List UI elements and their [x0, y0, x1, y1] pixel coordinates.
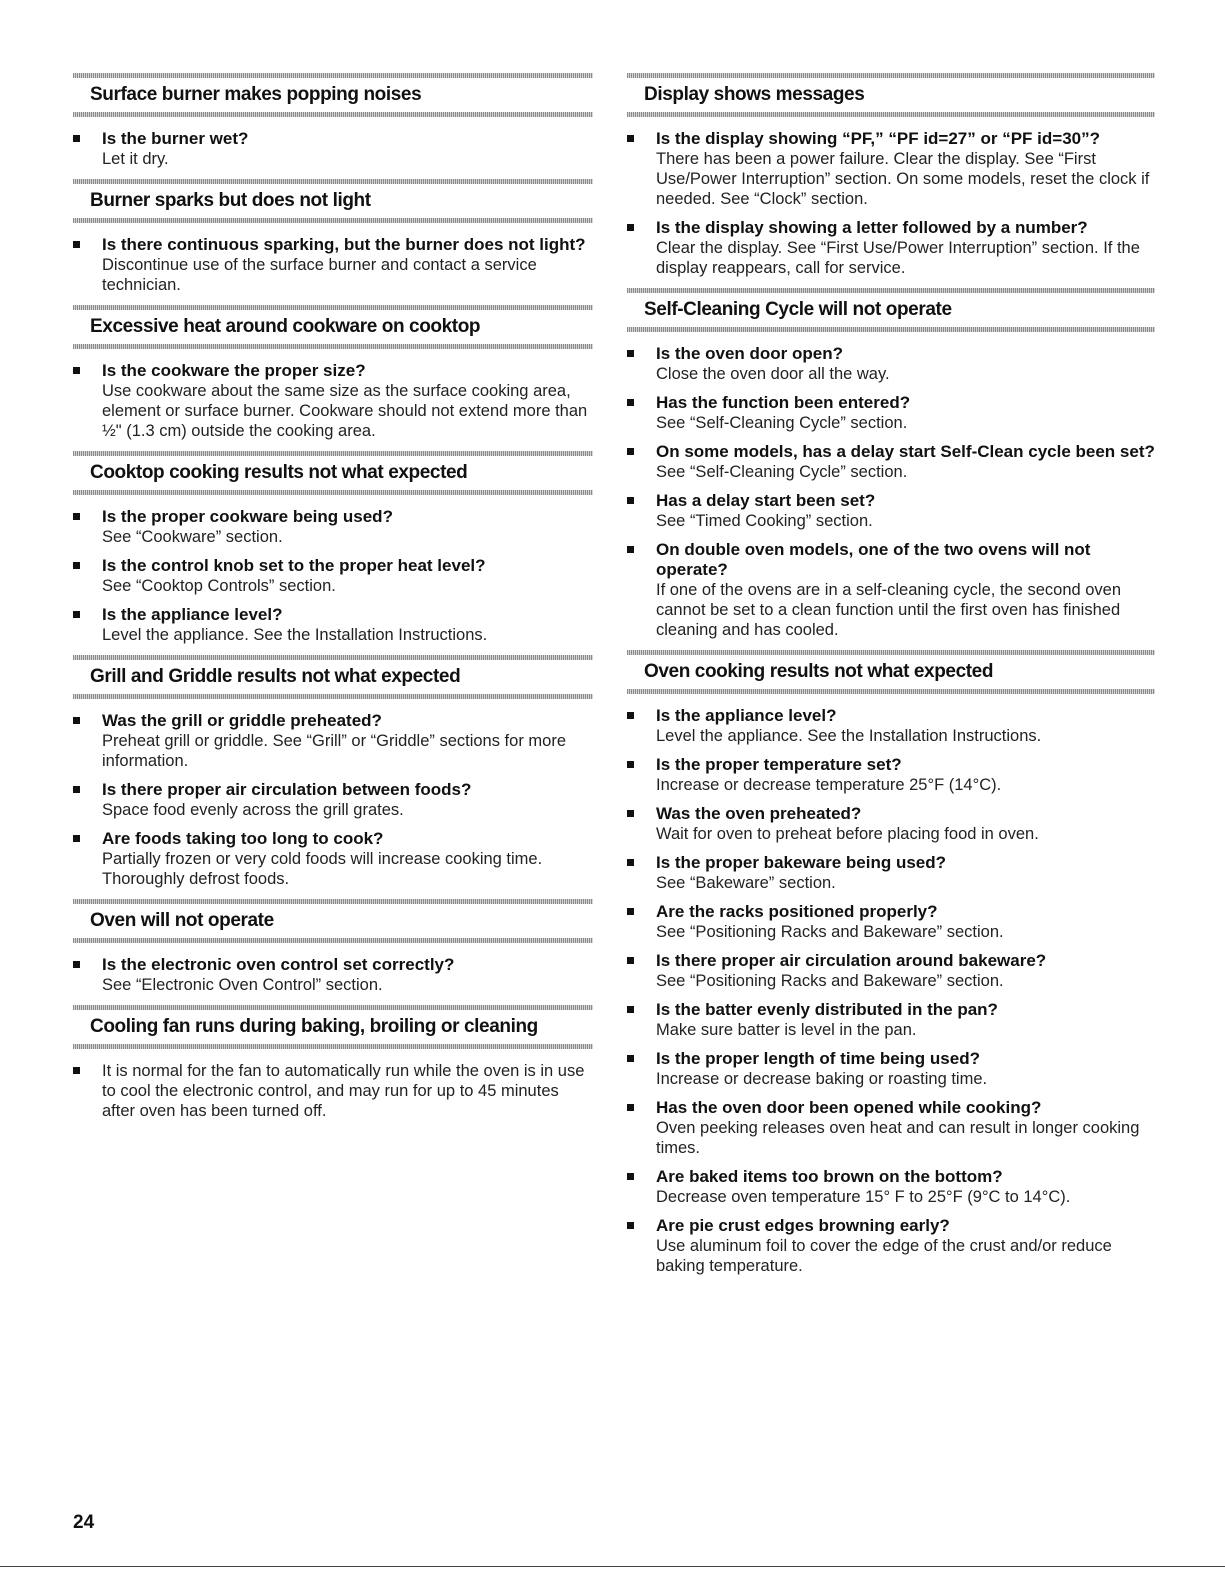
answer-text: Space food evenly across the grill grates. — [102, 801, 404, 819]
answer-text: Level the appliance. See the Installation Instructions. — [656, 727, 1042, 745]
square-bullet-icon — [627, 859, 634, 866]
section-header — [73, 179, 593, 223]
question-text: Has a delay start been set? — [656, 491, 876, 510]
question-item — [627, 218, 1155, 278]
question-list — [73, 495, 593, 645]
question-text: Was the grill or griddle preheated? — [102, 711, 382, 730]
answer-text: See “Timed Cooking” section. — [656, 512, 873, 530]
section-title: Display shows messages — [644, 84, 865, 105]
item-text: It is normal for the fan to automatically run while the oven is in use to cool the electronic control, and may run for up to 45 minutes after oven has been turned off. — [102, 1062, 585, 1120]
question-item — [73, 129, 593, 169]
section-title: Cooktop cooking results not what expected — [90, 462, 468, 483]
answer-text: Let it dry. — [102, 150, 169, 168]
question-item — [627, 442, 1155, 482]
question-text: Is the oven door open? — [656, 344, 844, 363]
square-bullet-icon — [627, 1222, 634, 1229]
page-number: 24 — [73, 1512, 95, 1533]
troubleshooting-section — [73, 899, 593, 995]
question-item — [73, 955, 593, 995]
square-bullet-icon — [627, 448, 634, 455]
question-list — [73, 1049, 593, 1121]
answer-text: Close the oven door all the way. — [656, 365, 890, 383]
square-bullet-icon — [627, 350, 634, 357]
section-title: Grill and Griddle results not what expected — [90, 666, 461, 687]
troubleshooting-section — [73, 179, 593, 295]
question-text: Has the function been entered? — [656, 393, 911, 412]
header-rule-bottom — [627, 689, 1155, 694]
question-text: Is the appliance level? — [656, 706, 837, 725]
answer-text: Use cookware about the same size as the surface cooking area, element or surface burner. Cookware should not extend more than ½" (1.3 cm) outside the cooking area. — [102, 382, 588, 440]
square-bullet-icon — [627, 1055, 634, 1062]
answer-text: Increase or decrease baking or roasting time. — [656, 1070, 988, 1088]
question-text: Is the display showing “PF,” “PF id=27” or “PF id=30”? — [656, 129, 1100, 148]
square-bullet-icon — [627, 497, 634, 504]
question-item — [627, 393, 1155, 433]
question-item — [73, 361, 593, 441]
section-header — [73, 899, 593, 943]
question-item — [73, 711, 593, 771]
question-text: Is there proper air circulation between foods? — [102, 780, 472, 799]
header-rule-bottom — [627, 112, 1155, 117]
answer-text: See “Positioning Racks and Bakeware” section. — [656, 923, 1004, 941]
question-text: Is the proper length of time being used? — [656, 1049, 980, 1068]
square-bullet-icon — [73, 611, 80, 618]
answer-text: Discontinue use of the surface burner and contact a service technician. — [102, 256, 537, 294]
answer-text: Level the appliance. See the Installation Instructions. — [102, 626, 488, 644]
question-item — [627, 755, 1155, 795]
question-text: Is the proper cookware being used? — [102, 507, 393, 526]
question-item — [73, 507, 593, 547]
square-bullet-icon — [627, 1006, 634, 1013]
question-item — [627, 540, 1155, 640]
question-item — [627, 951, 1155, 991]
header-rule-bottom — [73, 344, 593, 349]
question-text: Is the cookware the proper size? — [102, 361, 366, 380]
answer-text: See “Positioning Racks and Bakeware” section. — [656, 972, 1004, 990]
header-rule-bottom — [73, 112, 593, 117]
section-header — [73, 451, 593, 495]
answer-text: See “Cooktop Controls” section. — [102, 577, 336, 595]
question-item — [627, 1098, 1155, 1158]
section-header — [73, 305, 593, 349]
troubleshooting-section — [73, 1005, 593, 1121]
answer-text: Clear the display. See “First Use/Power Interruption” section. If the display reappears, call for service. — [656, 239, 1140, 277]
question-list — [627, 117, 1155, 278]
answer-text: Preheat grill or griddle. See “Grill” or “Griddle” sections for more information. — [102, 732, 566, 770]
section-header — [627, 650, 1155, 694]
square-bullet-icon — [627, 1173, 634, 1180]
question-item — [627, 902, 1155, 942]
section-title: Cooling fan runs during baking, broiling or cleaning — [90, 1016, 538, 1037]
question-item — [627, 706, 1155, 746]
question-text: Was the oven preheated? — [656, 804, 862, 823]
answer-text: Decrease oven temperature 15° F to 25°F (9°C to 14°C). — [656, 1188, 1071, 1206]
square-bullet-icon — [627, 399, 634, 406]
question-item — [627, 1167, 1155, 1207]
question-item — [627, 804, 1155, 844]
question-item — [627, 1049, 1155, 1089]
square-bullet-icon — [73, 717, 80, 724]
question-text: Are pie crust edges browning early? — [656, 1216, 950, 1235]
question-text: On some models, has a delay start Self-Clean cycle been set? — [656, 442, 1155, 461]
section-title: Self-Cleaning Cycle will not operate — [644, 299, 952, 320]
section-header — [73, 73, 593, 117]
answer-text: Make sure batter is level in the pan. — [656, 1021, 917, 1039]
square-bullet-icon — [627, 810, 634, 817]
question-item — [627, 129, 1155, 209]
square-bullet-icon — [73, 513, 80, 520]
section-header — [73, 655, 593, 699]
troubleshooting-section — [73, 655, 593, 889]
section-title: Oven cooking results not what expected — [644, 661, 994, 682]
square-bullet-icon — [73, 562, 80, 569]
square-bullet-icon — [73, 786, 80, 793]
header-rule-bottom — [73, 938, 593, 943]
question-text: Is the proper temperature set? — [656, 755, 902, 774]
question-item — [627, 1216, 1155, 1276]
answer-text: Increase or decrease temperature 25°F (14°C). — [656, 776, 1002, 794]
answer-text: See “Self-Cleaning Cycle” section. — [656, 414, 908, 432]
troubleshooting-section — [627, 288, 1155, 640]
question-item — [73, 605, 593, 645]
question-item — [627, 344, 1155, 384]
square-bullet-icon — [627, 712, 634, 719]
answer-text: Use aluminum foil to cover the edge of the crust and/or reduce baking temperature. — [656, 1237, 1112, 1275]
section-title: Burner sparks but does not light — [90, 190, 371, 211]
question-text: Is there proper air circulation around bakeware? — [656, 951, 1047, 970]
left-column — [73, 73, 593, 1131]
square-bullet-icon — [73, 835, 80, 842]
troubleshooting-section — [73, 73, 593, 169]
question-list — [627, 332, 1155, 640]
question-item — [627, 491, 1155, 531]
section-header — [627, 73, 1155, 117]
question-text: Is the display showing a letter followed by a number? — [656, 218, 1088, 237]
question-list — [73, 943, 593, 995]
troubleshooting-section — [73, 305, 593, 441]
square-bullet-icon — [73, 961, 80, 968]
troubleshooting-section — [73, 451, 593, 645]
answer-text: See “Bakeware” section. — [656, 874, 836, 892]
question-item — [73, 1061, 593, 1121]
section-title: Surface burner makes popping noises — [90, 84, 422, 105]
question-item — [627, 853, 1155, 893]
answer-text: Oven peeking releases oven heat and can result in longer cooking times. — [656, 1119, 1140, 1157]
section-header — [627, 288, 1155, 332]
square-bullet-icon — [73, 1067, 80, 1074]
question-item — [73, 780, 593, 820]
question-list — [73, 349, 593, 441]
header-rule-bottom — [73, 490, 593, 495]
header-rule-bottom — [627, 327, 1155, 332]
answer-text: See “Self-Cleaning Cycle” section. — [656, 463, 908, 481]
question-text: Are the racks positioned properly? — [656, 902, 938, 921]
question-text: Is the burner wet? — [102, 129, 249, 148]
question-text: On double oven models, one of the two ovens will not operate? — [656, 540, 1091, 579]
square-bullet-icon — [73, 241, 80, 248]
question-text: Are baked items too brown on the bottom? — [656, 1167, 1003, 1186]
right-column — [627, 73, 1155, 1286]
header-rule-bottom — [73, 1044, 593, 1049]
bottom-divider — [0, 1566, 1225, 1567]
question-text: Are foods taking too long to cook? — [102, 829, 384, 848]
question-text: Is the control knob set to the proper heat level? — [102, 556, 486, 575]
question-text: Is there continuous sparking, but the burner does not light? — [102, 235, 586, 254]
question-list — [627, 694, 1155, 1276]
square-bullet-icon — [73, 367, 80, 374]
answer-text: See “Electronic Oven Control” section. — [102, 976, 383, 994]
square-bullet-icon — [627, 1104, 634, 1111]
troubleshooting-section — [627, 73, 1155, 278]
square-bullet-icon — [627, 546, 634, 553]
question-list — [73, 117, 593, 169]
question-text: Has the oven door been opened while cooking? — [656, 1098, 1042, 1117]
question-item — [73, 235, 593, 295]
header-rule-bottom — [73, 218, 593, 223]
troubleshooting-section — [627, 650, 1155, 1276]
square-bullet-icon — [627, 761, 634, 768]
section-header — [73, 1005, 593, 1049]
answer-text: Partially frozen or very cold foods will increase cooking time. Thoroughly defrost foods. — [102, 850, 543, 888]
question-text: Is the proper bakeware being used? — [656, 853, 947, 872]
question-item — [627, 1000, 1155, 1040]
square-bullet-icon — [627, 135, 634, 142]
question-text: Is the batter evenly distributed in the pan? — [656, 1000, 998, 1019]
question-item — [73, 556, 593, 596]
section-title: Excessive heat around cookware on cooktop — [90, 316, 481, 337]
question-list — [73, 223, 593, 295]
question-text: Is the appliance level? — [102, 605, 283, 624]
answer-text: There has been a power failure. Clear the display. See “First Use/Power Interruption” section. On some models, reset the clock if needed. See “Clock” section. — [656, 150, 1150, 208]
square-bullet-icon — [627, 908, 634, 915]
question-text: Is the electronic oven control set correctly? — [102, 955, 455, 974]
section-title: Oven will not operate — [90, 910, 274, 931]
square-bullet-icon — [73, 135, 80, 142]
answer-text: If one of the ovens are in a self-cleaning cycle, the second oven cannot be set to a clean function until the first oven has finished cleaning and has cooled. — [656, 581, 1122, 639]
answer-text: See “Cookware” section. — [102, 528, 283, 546]
question-list — [73, 699, 593, 889]
answer-text: Wait for oven to preheat before placing food in oven. — [656, 825, 1039, 843]
square-bullet-icon — [627, 224, 634, 231]
question-item — [73, 829, 593, 889]
header-rule-bottom — [73, 694, 593, 699]
square-bullet-icon — [627, 957, 634, 964]
